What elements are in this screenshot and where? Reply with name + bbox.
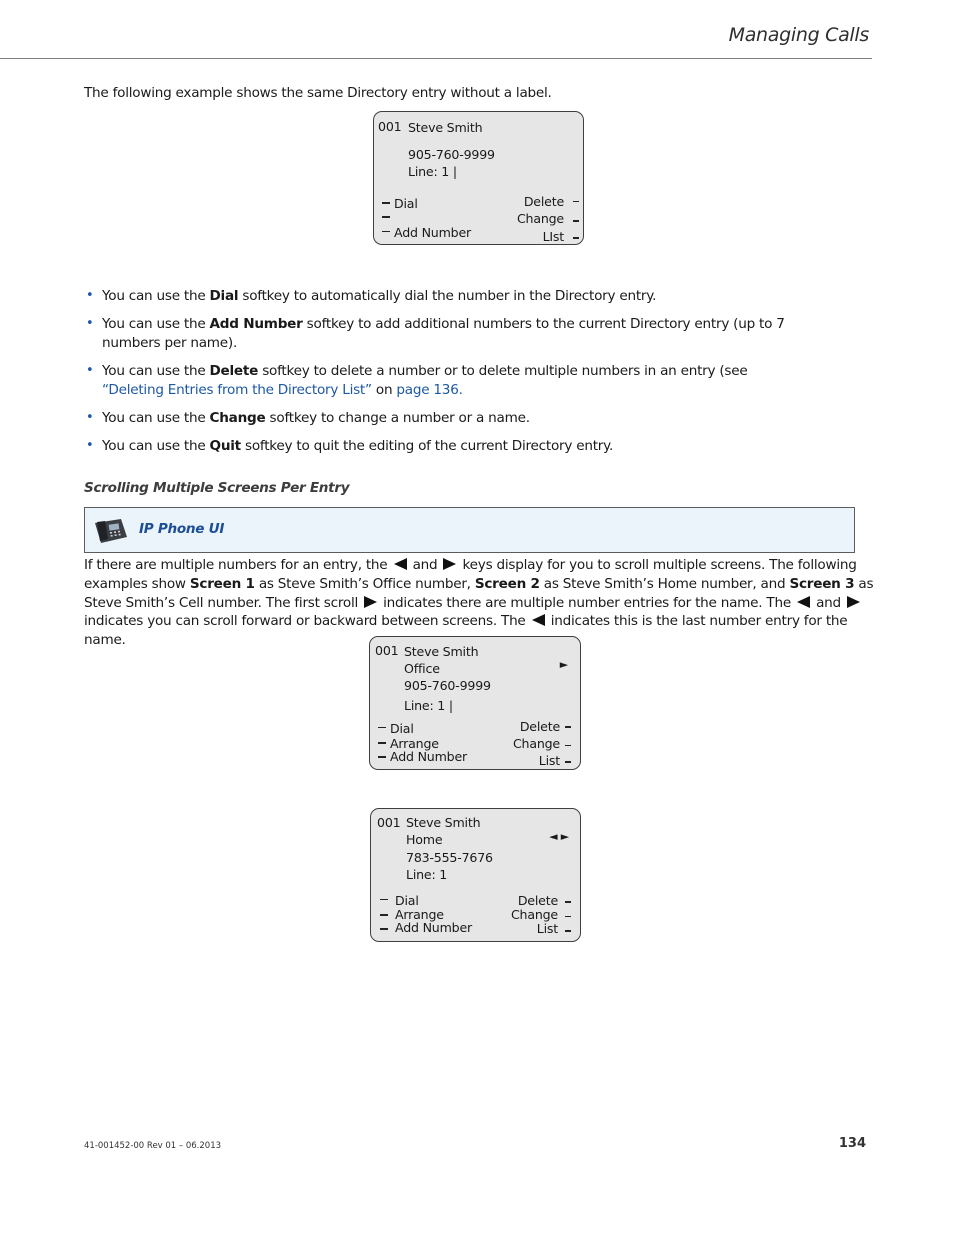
softkey-delete[interactable]: Delete	[517, 893, 558, 908]
softkey-dash	[565, 745, 571, 746]
softkey-add-number[interactable]: Add Number	[394, 225, 471, 240]
entry-label: Home	[406, 832, 443, 847]
softkey-dash	[382, 216, 390, 218]
entry-index: 001	[377, 815, 401, 830]
document-id: 41-001452-00 Rev 01 – 06.2013	[84, 1141, 222, 1151]
header-divider	[0, 58, 872, 59]
ip-phone-ui-label: IP Phone UI	[139, 521, 225, 537]
desk-phone-icon	[91, 517, 129, 545]
softkey-arrange[interactable]: Arrange	[390, 736, 439, 751]
left-arrow-key-icon	[797, 596, 810, 608]
scroll-right-icon: ►	[559, 658, 568, 671]
entry-number: 783-555-7676	[406, 850, 493, 865]
softkey-delete[interactable]: Delete	[519, 719, 560, 734]
entry-name: Steve Smith	[408, 120, 483, 135]
phone-screen-no-label	[373, 111, 584, 245]
softkey-dash	[565, 901, 571, 903]
softkey-dash	[573, 237, 579, 239]
softkey-dash	[378, 742, 386, 744]
entry-line: Line: 1	[406, 867, 448, 882]
entry-index: 001	[378, 119, 402, 134]
page-link[interactable]: page 136	[396, 381, 459, 398]
softkey-dash	[565, 916, 571, 917]
scrolling-description: If there are multiple numbers for an entry, the and keys display for you to scroll multiple screens. The following examples show Screen 1 as Steve Smith’s Office number, Screen 2 as Steve Smith’s Home number, and Screen 3 as Steve Smith’s Cell number. The first scroll indicates there are multiple number entries for the name. The and indicates you can scroll forward or backward between screens. The indicates this is the last number entry for the name.	[84, 557, 874, 649]
phone-screen-office	[369, 636, 581, 770]
softkey-dash	[380, 899, 388, 900]
right-arrow-key-icon	[847, 596, 860, 608]
page-header-title: Managing Calls	[728, 24, 869, 46]
list-item: • You can use the Delete softkey to delete a number or to delete multiple numbers in an entry (see “Deleting Entries from the Directory List” on page 136.	[84, 362, 804, 400]
softkey-dial[interactable]: Dial	[395, 893, 419, 908]
softkey-list[interactable]: LIst	[542, 229, 564, 244]
softkey-dash	[378, 756, 386, 758]
softkey-dash	[382, 202, 390, 204]
phone-screen-home	[370, 808, 581, 942]
entry-index: 001	[375, 643, 399, 658]
softkey-dash	[380, 914, 388, 916]
intro-text: The following example shows the same Directory entry without a label.	[84, 85, 552, 101]
softkey-dash	[573, 201, 579, 202]
softkey-dial[interactable]: Dial	[394, 196, 418, 211]
list-item: • You can use the Dial softkey to automatically dial the number in the Directory entry.	[84, 287, 804, 306]
softkey-bullet-list	[84, 287, 804, 466]
softkey-dash	[565, 761, 571, 763]
softkey-dash	[380, 928, 388, 930]
softkey-dash	[565, 930, 571, 932]
entry-label: Office	[404, 661, 440, 676]
left-arrow-key-icon	[532, 614, 545, 626]
section-heading: Scrolling Multiple Screens Per Entry	[84, 480, 350, 496]
page-number: 134	[838, 1136, 866, 1151]
right-arrow-key-icon	[443, 558, 456, 570]
entry-number: 905-760-9999	[404, 678, 491, 693]
ip-phone-ui-banner	[84, 507, 855, 553]
softkey-dash	[565, 726, 571, 728]
softkey-dial[interactable]: Dial	[390, 721, 414, 736]
list-item: • You can use the Add Number softkey to add additional numbers to the current Directory entry (up to 7 numbers per name).	[84, 315, 804, 353]
scroll-left-right-icon: ◄ ►	[549, 830, 569, 843]
softkey-dash	[378, 727, 386, 728]
entry-line: Line: 1 |	[408, 164, 457, 179]
softkey-change[interactable]: Change	[510, 907, 558, 922]
right-arrow-key-icon	[364, 596, 377, 608]
list-item: • You can use the Change softkey to change a number or a name.	[84, 409, 804, 428]
softkey-arrange[interactable]: Arrange	[395, 907, 444, 922]
list-item: • You can use the Quit softkey to quit the editing of the current Directory entry.	[84, 437, 804, 456]
entry-number: 905-760-9999	[408, 147, 495, 162]
left-arrow-key-icon	[394, 558, 407, 570]
softkey-change[interactable]: Change	[512, 736, 560, 751]
softkey-list[interactable]: List	[536, 921, 558, 936]
softkey-add-number[interactable]: Add Number	[395, 920, 472, 935]
entry-line: Line: 1 |	[404, 698, 453, 713]
softkey-add-number[interactable]: Add Number	[390, 749, 467, 764]
softkey-change[interactable]: Change	[516, 211, 564, 226]
entry-name: Steve Smith	[406, 815, 481, 830]
softkey-dash	[573, 220, 579, 222]
cross-reference-link[interactable]: “Deleting Entries from the Directory List”	[102, 381, 372, 398]
softkey-delete[interactable]: Delete	[523, 194, 564, 209]
entry-name: Steve Smith	[404, 644, 479, 659]
softkey-list[interactable]: List	[538, 753, 560, 768]
softkey-dash	[382, 231, 390, 232]
